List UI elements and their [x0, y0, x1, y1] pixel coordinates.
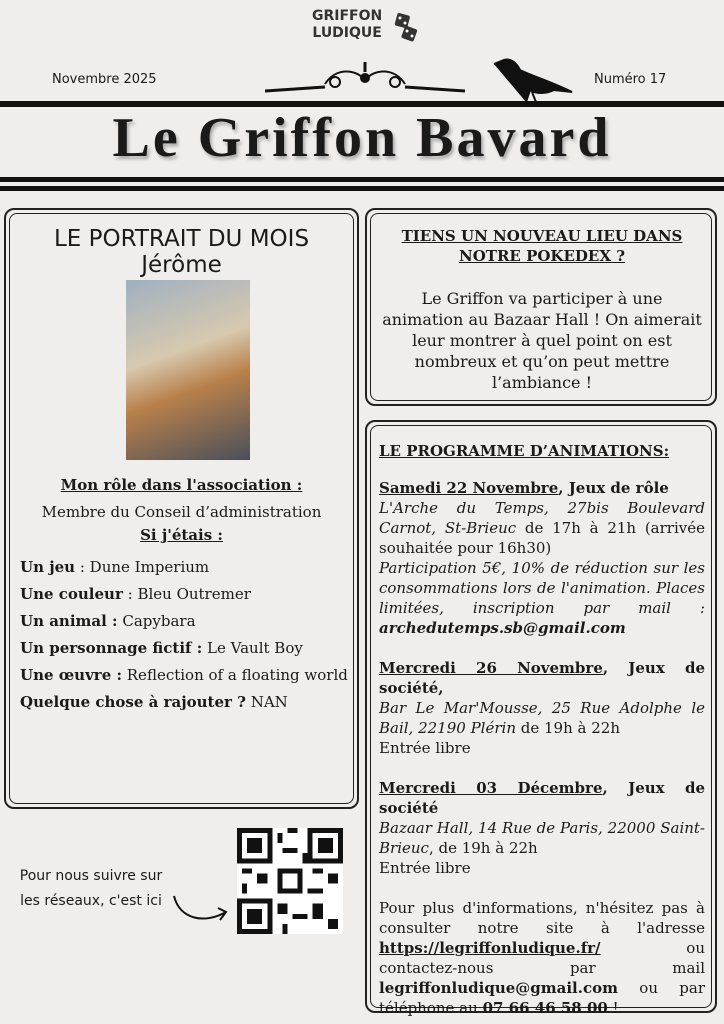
- portrait-photo: [126, 280, 250, 460]
- portrait-name: Jérôme: [141, 252, 222, 278]
- news-panel: [365, 208, 717, 406]
- issue-number: Numéro 17: [594, 72, 667, 87]
- website-link[interactable]: https://legriffonludique.fr/: [379, 939, 601, 957]
- contact-email-link[interactable]: legriffonludique@gmail.com: [379, 979, 618, 997]
- portrait-item: Un jeu : Dune Imperium: [20, 558, 210, 576]
- title-rule-2: [0, 186, 724, 191]
- program-panel: [365, 420, 717, 1017]
- arrow-icon: [170, 890, 232, 930]
- dice-icon: [394, 12, 420, 44]
- event-email-link[interactable]: archedutemps.sb@gmail.com: [379, 619, 626, 637]
- portrait-heading: LE PORTRAIT DU MOIS: [53, 226, 310, 252]
- role-heading: Mon rôle dans l'association :: [60, 476, 303, 494]
- portrait-item: Une couleur : Bleu Outremer: [20, 585, 251, 603]
- portrait-item: Quelque chose à rajouter ? NAN: [20, 693, 288, 711]
- follow-text: Pour nous suivre sur les réseaux, c'est ici: [19, 868, 163, 909]
- portrait-item: Une œuvre : Reflection of a floating world: [20, 666, 348, 684]
- issue-date: Novembre 2025: [52, 72, 157, 87]
- newsletter-title: Le Griffon Bavard: [112, 107, 612, 169]
- phone-number: 07 66 46 58 00: [482, 999, 608, 1017]
- news-body: Le Griffon va participer à une animation au Bazaar Hall ! On aimerait leur montrer à quel point on est nombreux et qu’on peut mettre l’ambiance !: [382, 289, 702, 392]
- portrait-item: Un personnage fictif : Le Vault Boy: [20, 639, 303, 657]
- qr-code[interactable]: [237, 828, 343, 934]
- griffon-ludique-logo: GRIFFON LUDIQUE: [312, 8, 383, 41]
- event-item: Mercredi 03 Décembre, Jeux de société Bazaar Hall, 14 Rue de Paris, 22000 Saint-Brieuc, de 19h à 22h Entrée libre: [379, 779, 706, 877]
- role-text: Membre du Conseil d’administration: [41, 503, 322, 521]
- title-rule-1: [0, 177, 724, 182]
- portrait-item: Un animal : Capybara: [20, 612, 196, 630]
- portrait-panel: [4, 208, 359, 809]
- if-heading: Si j'étais :: [140, 526, 223, 544]
- event-item: Samedi 22 Novembre, Jeux de rôle L'Arche du Temps, 27bis Boulevard Carnot, St-Brieuc de 17h à 21h (arrivée souhaitée pour 16h30) Participation 5€, 10% de réduction sur les consommations lors de l'animation. Places limitées, inscription par mail : archedutemps.sb@gmail.com: [379, 479, 705, 637]
- program-heading: LE PROGRAMME D’ANIMATIONS:: [379, 442, 670, 460]
- crow-icon: [492, 56, 574, 104]
- news-heading: TIENS UN NOUVEAU LIEU DANS NOTRE POKEDEX ?: [401, 227, 683, 265]
- contact-info: Pour plus d'informations, n'hésitez pas à consulter notre site à l'adresse https://legriffonludique.fr/ ou contactez-nous par mail legriffonludique@gmail.com ou par téléphone au 07 66 46 58 00 !: [379, 899, 705, 1017]
- ornament-icon: [265, 60, 465, 96]
- event-item: Mercredi 26 Novembre, Jeux de société, Bar Le Mar'Mousse, 25 Rue Adolphe le Bail, 22190 Plérin de 19h à 22h Entrée libre: [379, 659, 706, 757]
